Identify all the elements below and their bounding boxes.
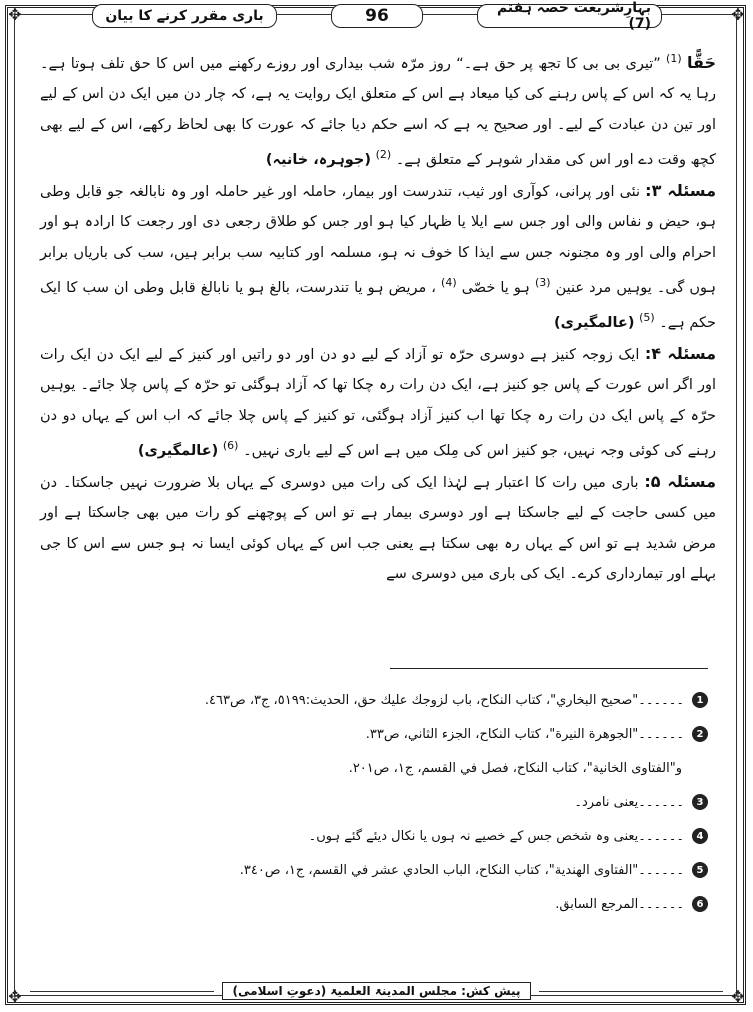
footnote-item bbox=[40, 785, 708, 819]
footnote-marker: (3) bbox=[534, 276, 551, 290]
reference: (عالمگیری) bbox=[137, 443, 219, 460]
reference: (عالمگیری) bbox=[554, 315, 635, 332]
footnote-marker: (6) bbox=[222, 439, 239, 453]
paragraph-text: نئی اور پرانی، کوآری اور ثیب، تندرست اور بیمار، حاملہ اور غیر حاملہ اور وہ نابالغہ جو قابل وطی ہو، حیض و نفاس والی اور جس سے ایلا یا ظہار کیا ہو اور جس کو طلاق رجعی دی اور رجعت کا ارادہ ہو اور احرام والی اور وہ مجنونہ جس سے ایذا کا خوف نہ ہو، مسلمہ اور کتابیہ سب برابر ہیں، سب کی باریاں برابر ہوں گی۔ یوہیں مرد عنین bbox=[40, 183, 717, 296]
book-title: بہارِشریعت حصہ ہفتم (7) bbox=[477, 4, 662, 28]
paragraph-2 bbox=[40, 176, 716, 339]
paragraph-text: ، مریض ہو یا تندرست، بالغ ہو یا نابالغ قابل وطی ان سب کا ایک حکم ہے۔ bbox=[40, 279, 716, 332]
footnote-marker: (1) bbox=[666, 52, 682, 65]
running-title: باری مقرر کرنے کا بیان bbox=[92, 4, 277, 28]
footnote-separator bbox=[390, 668, 708, 669]
paragraph-3 bbox=[40, 339, 716, 467]
publisher-label: پیش کش: مجلس المدینۃ العلمیۃ (دعوتِ اسلامی) bbox=[222, 982, 532, 1000]
corner-ornament-icon: ✥ bbox=[731, 987, 745, 1006]
paragraph-text: ”تیری بی بی کا تجھ پر حق ہے۔“ روز مرّہ شب بیداری اور روزے رکھنے میں اس کا حق تلف ہوتا ہے۔ رہا یہ کہ اس کے پاس رہنے کی کیا میعاد ہے اس کے متعلق ایک روایت یہ ہے، کہ چار دن میں ایک دن اس کے لیے اور تین دن عبادت کے لیے۔ اور صحیح یہ ہے کہ اسے حکم دیا جائے کہ عورت کا بھی لحاظ رکھے، اس کے لیے بھی کچھ وقت دے اور اس کی مقدار شوہر کے متعلق ہے۔ bbox=[40, 55, 716, 169]
paragraph-1 bbox=[40, 44, 716, 176]
footnote-item bbox=[40, 819, 708, 853]
footnote-text: ۔۔۔۔۔۔"الفتاوى الهندية"، كتاب النكاح، الباب الحادي عشر في القسم، ج١، ص٣٤٠. bbox=[239, 862, 684, 878]
corner-ornament-icon: ✥ bbox=[731, 5, 745, 24]
footnote-number: 6 bbox=[692, 896, 708, 912]
footnote-marker: (5) bbox=[639, 311, 655, 325]
footnote-text: ۔۔۔۔۔۔یعنی وہ شخص جس کے خصیے نہ ہوں یا نکال دیئے گئے ہوں۔ bbox=[308, 828, 684, 844]
paragraph-text: باری میں رات کا اعتبار ہے لہٰذا ایک کی رات میں دوسری کے یہاں بلا ضرورت نہیں جاسکتا۔ دن میں کسی حاجت کے لیے جاسکتا ہے اور دوسری بیمار ہے تو اس کے پوچھنے کو رات میں بھی جاسکتا ہے اور مرض شدید ہے تو اس کے یہاں رہ بھی سکتا ہے یعنی جب اس کے یہاں کوئی ایسا نہ ہو جس سے اس کا جی بہلے اور تیمارداری کرے۔ ایک کی باری میں دوسری سے bbox=[40, 474, 716, 583]
footnote-marker: (2) bbox=[375, 148, 392, 162]
footnote-text: ۔۔۔۔۔۔یعنی نامرد۔ bbox=[574, 794, 684, 810]
page-header bbox=[92, 2, 662, 30]
masala-heading: مسئلہ ۳: bbox=[645, 180, 716, 200]
page-footer bbox=[22, 980, 731, 1002]
footnote-number: 5 bbox=[692, 862, 708, 878]
paragraph-text: ہو یا خصّی bbox=[461, 279, 530, 296]
footnotes bbox=[40, 683, 708, 921]
footnote-number: 1 bbox=[692, 692, 708, 708]
paragraph-4 bbox=[40, 467, 716, 590]
page-number: 96 bbox=[331, 4, 423, 28]
footnote-item bbox=[40, 683, 708, 717]
masala-heading: مسئلہ ۵: bbox=[644, 471, 716, 491]
footnote-item bbox=[40, 751, 708, 785]
footnote-text: ۔۔۔۔۔۔"صحيح البخاري"، كتاب النكاح، باب لزوجك عليك حق، الحديث:٥١٩٩، ج٣، ص٤٦٣. bbox=[204, 692, 684, 708]
paragraph-text: ایک زوجہ کنیز ہے دوسری حرّہ تو آزاد کے لیے دو دن اور دو راتیں اور کنیز کے لیے ایک دن ایک رات اور اگر اس عورت کے پاس جو کنیز ہے، ایک دن رات رہ چکا تھا کہ آزاد ہوگئی تو حرّہ کے پاس چلا جائے۔ یوہیں حرّہ کے پاس ایک دن رات رہ چکا تھا اب کنیز آزاد ہوگئی، تو کنیز کے پاس چلا جائے کہ اب اس کے یہاں دو دن رہنے کی کوئی وجہ نہیں، جو کنیز اس کی مِلک میں ہے اس کے لیے باری نہیں۔ bbox=[40, 346, 716, 460]
footnote-number: 2 bbox=[692, 726, 708, 742]
footer-rule bbox=[539, 991, 723, 992]
hadith-word: حَقًّا bbox=[686, 52, 716, 72]
corner-ornament-icon: ✥ bbox=[8, 5, 22, 24]
footnote-number: 4 bbox=[692, 828, 708, 844]
main-text bbox=[40, 44, 716, 590]
footnote-text: و"الفتاوى الخانية"، كتاب النكاح، فصل في القسم، ج١، ص٢٠١. bbox=[348, 760, 682, 776]
footnote-marker: (4) bbox=[441, 276, 457, 290]
footnote-item bbox=[40, 853, 708, 887]
masala-heading: مسئلہ ۴: bbox=[644, 343, 717, 363]
footnote-number: 3 bbox=[692, 794, 708, 810]
footnote-item bbox=[40, 887, 708, 921]
footnote-text: ۔۔۔۔۔۔المرجع السابق. bbox=[555, 896, 684, 912]
reference: (جوہرہ، خانیہ) bbox=[265, 152, 371, 169]
footer-rule bbox=[30, 991, 214, 992]
corner-ornament-icon: ✥ bbox=[8, 987, 22, 1006]
footnote-item bbox=[40, 717, 708, 751]
footnote-text: ۔۔۔۔۔۔"الجوهرة النيرة"، كتاب النكاح، الجزء الثاني، ص٣٣. bbox=[365, 726, 684, 742]
